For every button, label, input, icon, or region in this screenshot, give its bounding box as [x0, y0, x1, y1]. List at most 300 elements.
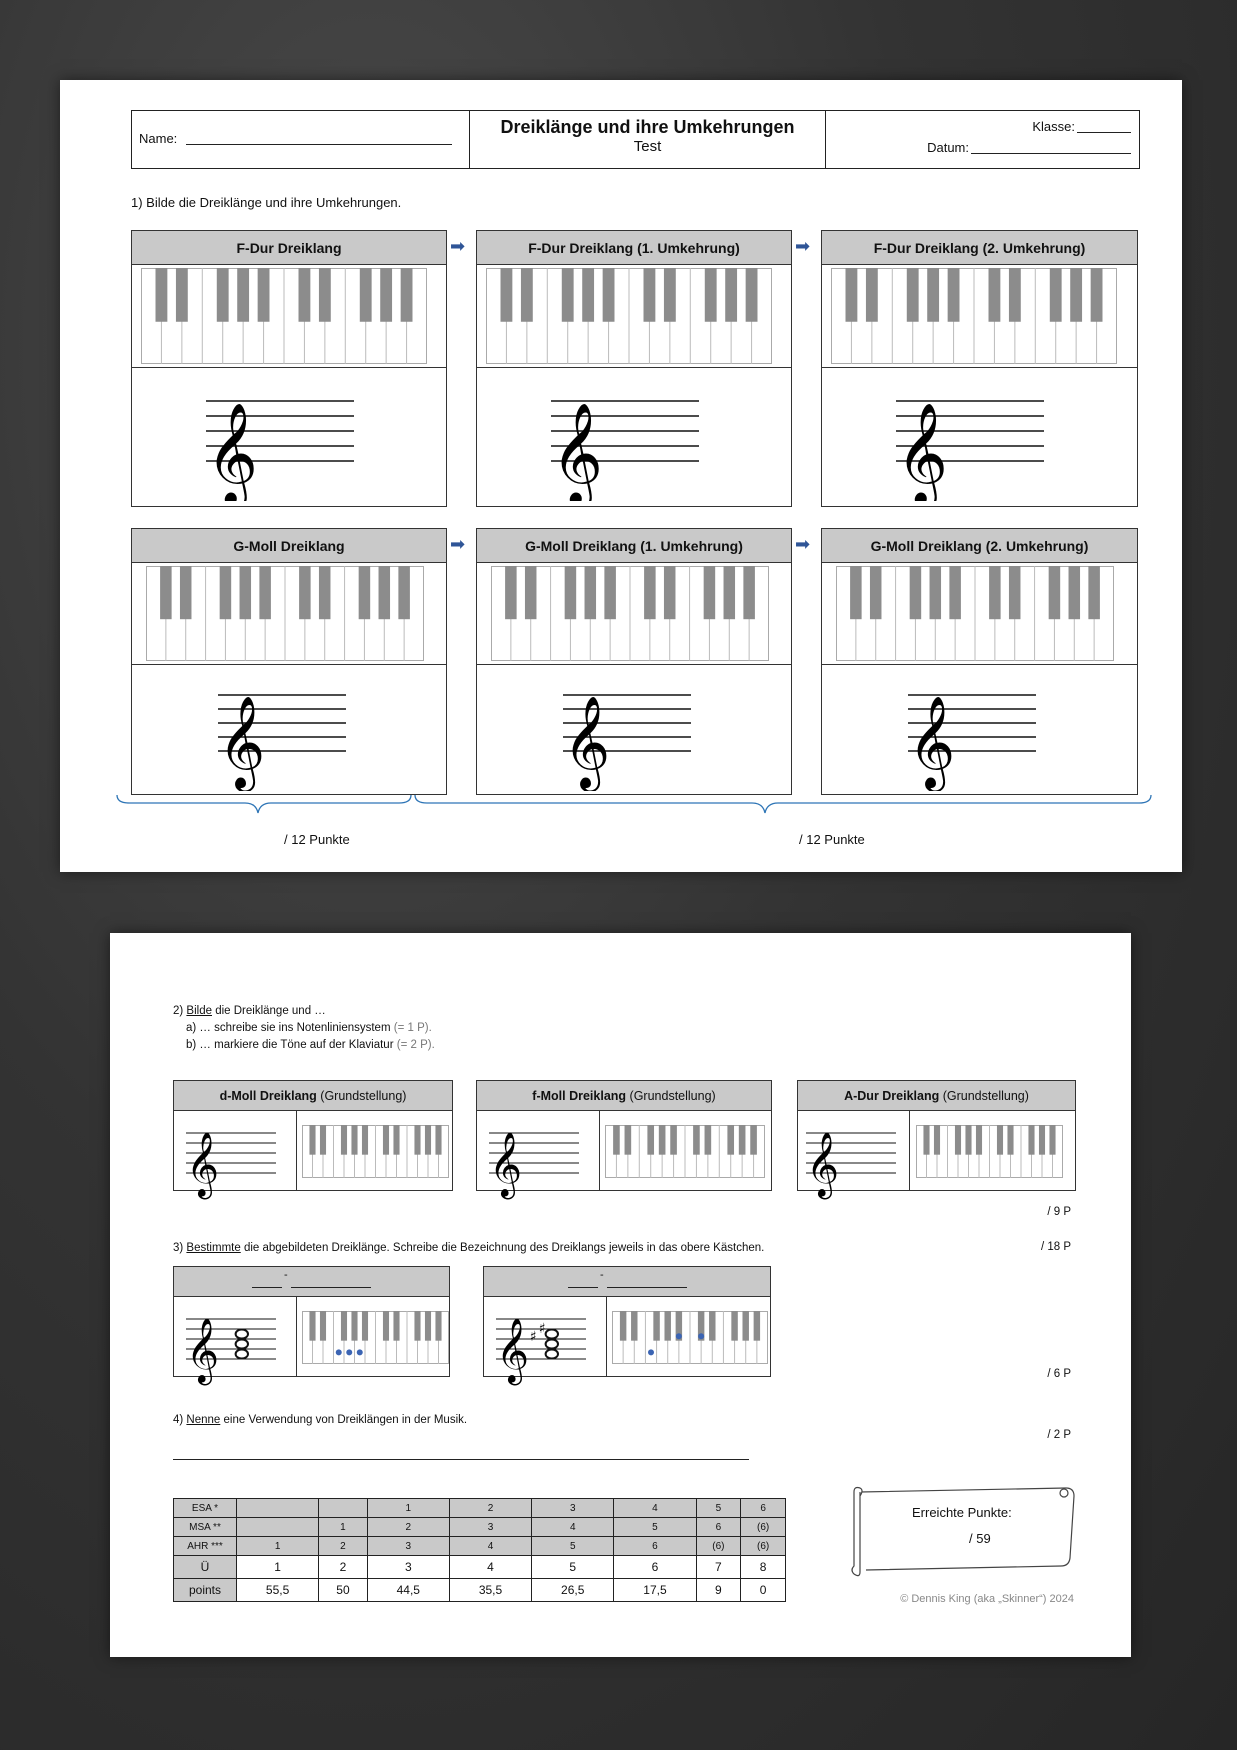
black-key — [425, 1125, 431, 1155]
grading-cell: 5 — [614, 1518, 696, 1537]
answer-heading — [174, 1267, 449, 1297]
grading-cell: 1 — [237, 1537, 319, 1556]
black-key — [565, 566, 577, 619]
black-key — [160, 566, 172, 619]
black-key — [1070, 268, 1082, 322]
black-key — [435, 1125, 441, 1155]
staff-svg — [496, 1305, 590, 1399]
piano-keyboard[interactable] — [141, 268, 427, 369]
treble-clef-icon: 𝄞 — [206, 401, 259, 501]
grouping-braces — [115, 793, 1155, 833]
staff-svg — [908, 675, 1040, 791]
treble-staff[interactable] — [489, 1119, 583, 1218]
task-2-points: / 9 P — [1047, 1206, 1071, 1218]
black-key — [870, 566, 882, 619]
title-cell — [470, 111, 826, 168]
black-key — [351, 1125, 357, 1155]
chord-name: f-Moll Dreiklang — [532, 1089, 627, 1103]
cell-heading: F-Dur Dreiklang — [132, 231, 446, 265]
black-key — [850, 566, 862, 619]
grading-cell: 6 — [614, 1537, 696, 1556]
black-key — [425, 1311, 431, 1341]
grading-cell: 1 — [367, 1499, 449, 1518]
marked-key-dot — [698, 1333, 704, 1339]
right-arrow-icon: ➡ — [795, 236, 811, 256]
chord-position: (Grundstellung) — [629, 1089, 716, 1103]
black-key — [631, 1311, 637, 1341]
right-arrow-icon: ➡ — [450, 236, 466, 256]
answer-field-type[interactable] — [607, 1273, 687, 1288]
task-number: 3) — [173, 1242, 187, 1254]
task-4-instruction — [173, 1414, 467, 1426]
black-key — [659, 1125, 666, 1155]
grading-cell: 1 — [237, 1556, 319, 1579]
black-key — [846, 268, 858, 322]
g-moll-first-inversion-cell — [476, 528, 792, 795]
f-dur-root-cell — [131, 230, 447, 507]
chord-heading — [798, 1081, 1075, 1111]
dash: - — [284, 1269, 288, 1281]
grading-cell: 35,5 — [449, 1579, 531, 1602]
whole-note — [546, 1340, 558, 1349]
task-number: 2) — [173, 1005, 187, 1017]
black-key — [965, 1125, 971, 1155]
black-key — [341, 1311, 347, 1341]
piano-keyboard[interactable] — [486, 268, 772, 369]
black-key — [309, 1125, 315, 1155]
treble-staff[interactable] — [551, 377, 703, 506]
chord-name: A-Dur Dreiklang — [844, 1089, 940, 1103]
piano-keyboard[interactable] — [302, 1125, 449, 1183]
black-key — [647, 1125, 654, 1155]
black-key — [341, 1125, 347, 1155]
black-key — [709, 1311, 715, 1341]
task-2b-points: (= 2 P). — [396, 1039, 435, 1051]
worksheet-page-2 — [110, 933, 1131, 1657]
chord-position: (Grundstellung) — [320, 1089, 407, 1103]
marked-key-dot — [648, 1349, 654, 1355]
black-key — [948, 268, 960, 322]
divider — [296, 1111, 297, 1190]
marked-key-dot — [357, 1349, 363, 1355]
treble-staff[interactable] — [896, 377, 1048, 506]
treble-clef-icon: 𝄞 — [218, 695, 266, 788]
grading-cell — [237, 1499, 319, 1518]
reached-points-value: / 59 — [969, 1531, 991, 1546]
points-right: / 12 Punkte — [799, 832, 865, 847]
black-key — [362, 1311, 368, 1341]
grading-cell: (6) — [741, 1537, 786, 1556]
black-key — [603, 268, 615, 322]
black-key — [1088, 566, 1100, 619]
scroll-badge — [848, 1482, 1078, 1578]
keys-svg — [486, 268, 772, 364]
black-key — [380, 268, 392, 322]
black-key — [739, 1125, 746, 1155]
grading-cell: 5 — [696, 1499, 741, 1518]
piano-keyboard-marked — [612, 1311, 768, 1369]
task-1-instruction: 1) Bilde die Dreiklänge und ihre Umkehrungen. — [131, 195, 402, 210]
g-moll-root-cell — [131, 528, 447, 795]
marked-key-dot — [336, 1349, 342, 1355]
black-key — [1049, 1125, 1055, 1155]
page-subtitle: Test — [633, 138, 662, 155]
grading-cell: 4 — [614, 1499, 696, 1518]
keys-svg — [831, 268, 1117, 364]
keys-svg — [302, 1311, 449, 1364]
black-key — [156, 268, 168, 322]
grading-cell: 2 — [319, 1537, 367, 1556]
answer-heading — [484, 1267, 770, 1297]
whole-note — [236, 1340, 248, 1349]
treble-clef-icon: 𝄞 — [908, 695, 956, 788]
grading-cell: 4 — [449, 1556, 531, 1579]
black-key — [299, 268, 311, 322]
grading-row — [174, 1579, 786, 1602]
worksheet-page-1 — [60, 80, 1182, 872]
black-key — [644, 566, 656, 619]
treble-clef-icon: 𝄞 — [186, 1318, 220, 1383]
treble-staff[interactable] — [806, 1119, 900, 1218]
treble-staff-with-chord — [496, 1305, 590, 1404]
treble-staff[interactable] — [908, 675, 1040, 796]
keys-svg — [146, 566, 424, 661]
black-key — [604, 566, 616, 619]
black-key — [1069, 566, 1081, 619]
black-key — [705, 1125, 712, 1155]
keys-svg — [605, 1125, 765, 1178]
black-key — [258, 268, 270, 322]
black-key — [731, 1311, 737, 1341]
staff-svg — [186, 1119, 280, 1213]
black-key — [414, 1125, 420, 1155]
treble-staff[interactable] — [563, 675, 695, 796]
piano-keyboard[interactable] — [491, 566, 769, 666]
grading-cell: 4 — [532, 1518, 614, 1537]
chord-heading — [477, 1081, 771, 1111]
page-title: Dreiklänge und ihre Umkehrungen — [500, 117, 795, 137]
grading-row-label: MSA ** — [174, 1518, 237, 1537]
black-key — [359, 566, 371, 619]
task-3-instruction — [173, 1242, 764, 1254]
keys-svg — [916, 1125, 1063, 1178]
treble-clef-icon: 𝄞 — [563, 695, 611, 788]
grading-cell: 26,5 — [532, 1579, 614, 1602]
black-key — [743, 566, 755, 619]
piano-keyboard[interactable] — [146, 566, 424, 666]
piano-keyboard[interactable] — [831, 268, 1117, 369]
grading-cell: (6) — [696, 1537, 741, 1556]
grading-cell: 4 — [449, 1537, 531, 1556]
name-field[interactable] — [186, 129, 452, 145]
task-verb: Nenne — [186, 1414, 221, 1426]
grading-cell: 50 — [319, 1579, 367, 1602]
task-2a-points: (= 1 P). — [393, 1022, 432, 1034]
class-date-cell — [826, 111, 1139, 168]
grading-row-label: Ü — [174, 1556, 237, 1579]
black-key — [742, 1311, 748, 1341]
right-arrow-icon: ➡ — [450, 534, 466, 554]
grading-cell: 17,5 — [614, 1579, 696, 1602]
staff-svg — [563, 675, 695, 791]
grading-cell: 6 — [614, 1556, 696, 1579]
black-key — [670, 1125, 677, 1155]
task-4-points: / 2 P — [1047, 1429, 1071, 1441]
grading-cell: 3 — [532, 1499, 614, 1518]
black-key — [727, 1125, 734, 1155]
black-key — [562, 268, 574, 322]
grading-row — [174, 1537, 786, 1556]
black-key — [435, 1311, 441, 1341]
task-text: eine Verwendung von Dreiklängen in der Musik. — [220, 1414, 468, 1426]
black-key — [1049, 566, 1061, 619]
dash: - — [600, 1269, 604, 1281]
grading-table — [173, 1498, 786, 1602]
treble-clef-icon: 𝄞 — [551, 401, 604, 501]
grading-cell: 8 — [741, 1556, 786, 1579]
cell-heading: F-Dur Dreiklang (1. Umkehrung) — [477, 231, 791, 265]
black-key — [625, 1125, 632, 1155]
treble-staff[interactable] — [218, 675, 350, 796]
keys-svg — [612, 1311, 768, 1364]
staff-svg — [806, 1119, 900, 1213]
identify-chord-box-1 — [173, 1266, 450, 1383]
whole-note — [236, 1330, 248, 1339]
staff-svg — [551, 377, 703, 501]
f-dur-first-inversion-cell — [476, 230, 792, 507]
black-key — [521, 268, 533, 322]
task-number: 4) — [173, 1414, 187, 1426]
black-key — [309, 1311, 315, 1341]
sharp-icon: ♯ — [538, 1321, 546, 1337]
datum-field[interactable] — [971, 138, 1131, 154]
task-2a-text: a) … schreibe sie ins Notenliniensystem — [186, 1022, 391, 1034]
task-3-subpoints: / 6 P — [1047, 1368, 1071, 1380]
grading-cell: 3 — [449, 1518, 531, 1537]
piano-keyboard[interactable] — [916, 1125, 1063, 1183]
keys-svg — [141, 268, 427, 364]
task-text: die Dreiklänge und … — [212, 1005, 326, 1017]
grading-cell: 6 — [696, 1518, 741, 1537]
black-key — [620, 1311, 626, 1341]
black-key — [180, 566, 192, 619]
answer-field-root[interactable] — [568, 1273, 598, 1288]
name-label: Name: — [139, 131, 178, 146]
grading-row — [174, 1499, 786, 1518]
black-key — [1028, 1125, 1034, 1155]
divider — [606, 1297, 607, 1376]
right-arrow-icon: ➡ — [795, 534, 811, 554]
black-key — [754, 1311, 760, 1341]
black-key — [693, 1125, 700, 1155]
whole-note — [236, 1350, 248, 1359]
black-key — [989, 566, 1001, 619]
treble-clef-icon: 𝄞 — [496, 1318, 530, 1383]
treble-clef-icon: 𝄞 — [186, 1132, 220, 1197]
klasse-label: Klasse: — [1032, 119, 1075, 134]
black-key — [613, 1125, 620, 1155]
datum-label: Datum: — [927, 140, 969, 155]
whole-note — [546, 1330, 558, 1339]
cell-heading: F-Dur Dreiklang (2. Umkehrung) — [822, 231, 1137, 265]
black-key — [1007, 1125, 1013, 1155]
black-key — [664, 566, 676, 619]
task-2b-text: b) … markiere die Töne auf der Klaviatur — [186, 1039, 394, 1051]
black-key — [319, 566, 331, 619]
grading-cell: 55,5 — [237, 1579, 319, 1602]
black-key — [1091, 268, 1103, 322]
treble-staff-with-chord — [186, 1305, 280, 1404]
black-key — [220, 566, 232, 619]
black-key — [910, 566, 922, 619]
task-text: die abgebildeten Dreiklänge. Schreibe die Bezeichnung des Dreiklangs jeweils in das obere Kästchen. — [240, 1242, 765, 1254]
black-key — [923, 1125, 929, 1155]
task-4-answer-line[interactable] — [173, 1459, 749, 1461]
keys-svg — [302, 1125, 449, 1178]
sharp-icon: ♯ — [529, 1329, 537, 1345]
black-key — [351, 1311, 357, 1341]
grading-row — [174, 1518, 786, 1537]
black-key — [501, 268, 513, 322]
black-key — [934, 1125, 940, 1155]
black-key — [393, 1125, 399, 1155]
grading-cell: 2 — [449, 1499, 531, 1518]
black-key — [299, 566, 311, 619]
points-left: / 12 Punkte — [284, 832, 350, 847]
grading-cell: 2 — [319, 1556, 367, 1579]
black-key — [664, 268, 676, 322]
task-2-instruction — [173, 1003, 435, 1054]
grading-cell: 44,5 — [367, 1579, 449, 1602]
marked-key-dot — [676, 1333, 682, 1339]
black-key — [927, 268, 939, 322]
black-key — [401, 268, 413, 322]
black-key — [705, 268, 717, 322]
black-key — [585, 566, 597, 619]
marked-key-dot — [346, 1349, 352, 1355]
staff-svg — [218, 675, 350, 791]
task-verb: Bestimmte — [186, 1242, 241, 1254]
black-key — [505, 566, 517, 619]
header-box — [131, 110, 1140, 169]
d-moll-chord-box — [173, 1080, 453, 1197]
grading-cell: (6) — [741, 1518, 786, 1537]
cell-heading: G-Moll Dreiklang (2. Umkehrung) — [822, 529, 1137, 563]
piano-keyboard[interactable] — [836, 566, 1114, 666]
black-key — [724, 566, 736, 619]
cell-heading: G-Moll Dreiklang (1. Umkehrung) — [477, 529, 791, 563]
grading-row — [174, 1556, 786, 1579]
grading-cell: 0 — [741, 1579, 786, 1602]
keys-svg — [836, 566, 1114, 661]
black-key — [360, 268, 372, 322]
black-key — [725, 268, 737, 322]
reached-points-label: Erreichte Punkte: — [912, 1505, 1012, 1520]
black-key — [414, 1311, 420, 1341]
grading-cell: 7 — [696, 1556, 741, 1579]
black-key — [997, 1125, 1003, 1155]
grading-cell: 3 — [367, 1556, 449, 1579]
piano-keyboard-marked — [302, 1311, 449, 1369]
black-key — [750, 1125, 757, 1155]
black-key — [1009, 268, 1021, 322]
black-key — [383, 1311, 389, 1341]
task-verb: Bilde — [186, 1005, 212, 1017]
grading-cell: 6 — [741, 1499, 786, 1518]
divider — [599, 1111, 600, 1190]
grading-row-label: ESA * — [174, 1499, 237, 1518]
f-dur-second-inversion-cell — [821, 230, 1138, 507]
black-key — [955, 1125, 961, 1155]
black-key — [653, 1311, 659, 1341]
black-key — [949, 566, 961, 619]
black-key — [320, 1125, 326, 1155]
staff-svg — [896, 377, 1048, 501]
black-key — [237, 268, 249, 322]
black-key — [582, 268, 594, 322]
black-key — [1039, 1125, 1045, 1155]
black-key — [664, 1311, 670, 1341]
grading-row-label: points — [174, 1579, 237, 1602]
keys-svg — [491, 566, 769, 661]
answer-field-root[interactable] — [252, 1273, 282, 1288]
black-key — [379, 566, 391, 619]
grading-cell: 3 — [367, 1537, 449, 1556]
black-key — [866, 268, 878, 322]
staff-svg — [489, 1119, 583, 1213]
grading-cell: 5 — [532, 1556, 614, 1579]
black-key — [398, 566, 410, 619]
staff-svg — [206, 377, 358, 501]
f-moll-chord-box — [476, 1080, 772, 1197]
black-key — [259, 566, 271, 619]
black-key — [746, 268, 758, 322]
treble-clef-icon: 𝄞 — [896, 401, 949, 501]
black-key — [1050, 268, 1062, 322]
klasse-field[interactable] — [1077, 117, 1131, 133]
answer-field-type[interactable] — [291, 1273, 371, 1288]
grading-cell: 9 — [696, 1579, 741, 1602]
g-moll-second-inversion-cell — [821, 528, 1138, 795]
black-key — [240, 566, 252, 619]
black-key — [704, 566, 716, 619]
black-key — [989, 268, 1001, 322]
copyright: © Dennis King (aka „Skinner“) 2024 — [900, 1593, 1074, 1605]
grading-cell: 1 — [319, 1518, 367, 1537]
divider — [296, 1297, 297, 1376]
grading-cell — [319, 1499, 367, 1518]
treble-clef-icon: 𝄞 — [489, 1132, 523, 1197]
piano-keyboard[interactable] — [605, 1125, 765, 1183]
treble-staff[interactable] — [206, 377, 358, 506]
treble-staff[interactable] — [186, 1119, 280, 1218]
black-key — [393, 1311, 399, 1341]
grading-row-label: AHR *** — [174, 1537, 237, 1556]
black-key — [383, 1125, 389, 1155]
treble-clef-icon: 𝄞 — [806, 1132, 840, 1197]
chord-heading — [174, 1081, 452, 1111]
black-key — [644, 268, 656, 322]
black-key — [319, 268, 331, 322]
black-key — [217, 268, 229, 322]
black-key — [525, 566, 537, 619]
black-key — [1009, 566, 1021, 619]
grading-cell: 2 — [367, 1518, 449, 1537]
identify-chord-box-2 — [483, 1266, 771, 1383]
black-key — [176, 268, 188, 322]
grading-cell: 5 — [532, 1537, 614, 1556]
name-cell — [132, 111, 470, 168]
